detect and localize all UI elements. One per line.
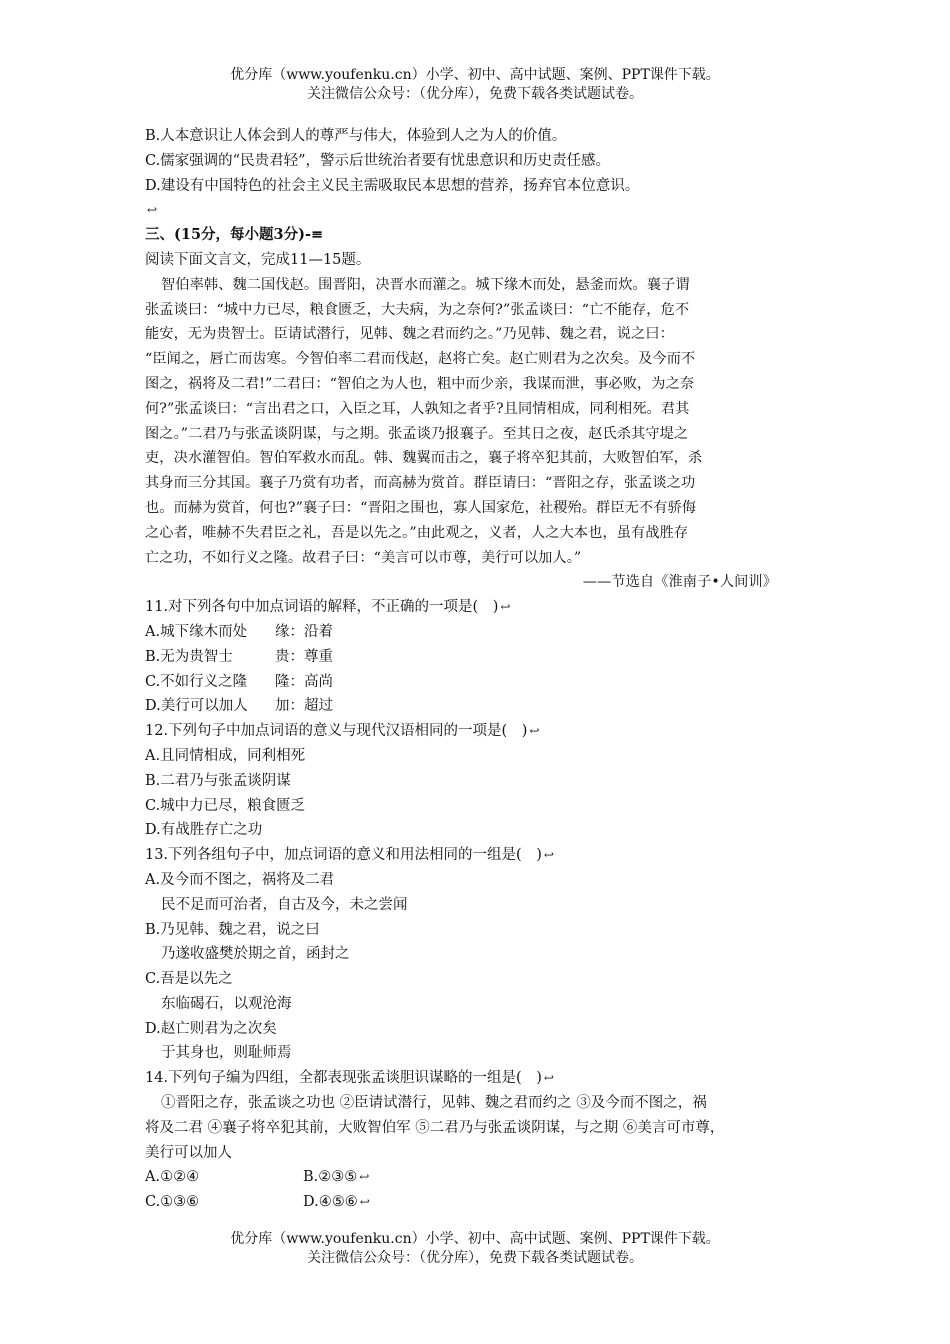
q12-option-b[interactable]: B.二君乃与张孟谈阴谋 <box>145 772 291 789</box>
q13-option-c-pair: 东临碣石，以观沧海 <box>161 995 292 1012</box>
question-14 <box>145 1066 817 1215</box>
header-line-2: 关注微信公众号：（优分库），免费下载各类试题试卷。 <box>307 86 643 102</box>
q11-stem: 11.对下列各句中加点词语的解释，不正确的一项是( ) <box>145 599 499 616</box>
footer-line-2: 关注微信公众号：（优分库），免费下载各类试题试卷。 <box>307 1250 643 1266</box>
q11-option-b[interactable]: B.无为贵智士 贵：尊重 <box>145 648 333 665</box>
prev-option-d: D.建设有中国特色的社会主义民主需吸取民本思想的营养，扬弃官本位意识。 <box>145 177 640 194</box>
return-mark-icon: ↩ <box>359 1170 370 1185</box>
header-line-1: 优分库（www.youfenku.cn）小学、初中、高中试题、案例、PPT课件下载。 <box>230 67 720 83</box>
q14-options-row-2 <box>145 1190 817 1215</box>
passage-line: 其身而三分其国。襄子乃赏有功者，而高赫为赏首。群臣请曰：“晋阳之存，张孟谈之功 <box>145 475 696 492</box>
q13-option-b-pair: 乃遂收盛樊於期之首，函封之 <box>161 946 350 963</box>
q14-options-row-1 <box>145 1165 817 1190</box>
q14-body: 将及二君 ④襄子将卒犯其前，大败智伯军 ⑤二君乃与张孟谈阴谋，与之期 ⑥美言可市尊， <box>145 1119 725 1136</box>
prev-option-b: B.人本意识让人体会到人的尊严与伟大，体验到人之为人的价值。 <box>145 128 567 144</box>
return-mark-icon: ↩ <box>529 724 540 739</box>
prev-option-c: C.儒家强调的“民贵君轻”，警示后世统治者要有忧患意识和历史责任感。 <box>145 152 611 169</box>
passage-line: 之心者，唯赫不失君臣之礼，吾是以先之。”由此观之，义者，人之大本也，虽有战胜存 <box>145 524 689 541</box>
q12-option-a[interactable]: A.且同情相成，同利相死 <box>145 747 306 764</box>
q14-option-b[interactable]: B.②③⑤ <box>303 1169 358 1186</box>
question-13 <box>145 843 817 1066</box>
footer-line-1: 优分库（www.youfenku.cn）小学、初中、高中试题、案例、PPT课件下载。 <box>230 1231 720 1247</box>
return-mark-icon: ↩ <box>147 203 158 218</box>
q12-option-c[interactable]: C.城中力已尽，粮食匮乏 <box>145 797 306 814</box>
q14-body: 美行可以加人 <box>145 1144 232 1161</box>
passage-line: 吏，决水灌智伯。智伯军救水而乱。韩、魏翼而击之，襄子将卒犯其前，大败智伯军，杀 <box>145 450 703 467</box>
question-11 <box>145 595 817 719</box>
q13-option-a[interactable]: A.及今而不图之，祸将及二君 <box>145 871 335 888</box>
q11-option-a[interactable]: A.城下缘木而处 缘：沿着 <box>145 623 333 640</box>
document-body <box>145 124 817 1215</box>
section-instruction: 阅读下面文言文，完成11—15题。 <box>145 251 371 268</box>
section-title: 三、(15分，每小题3分)-≡ <box>145 226 324 244</box>
question-12 <box>145 719 817 843</box>
q13-option-a-pair: 民不足而可治者，自古及今，未之尝闻 <box>161 896 408 913</box>
passage-line: 图之，祸将及二君!”二君曰：“智伯之为人也，粗中而少亲，我谋而泄，事必败，为之奈 <box>145 375 695 392</box>
q13-option-c[interactable]: C.吾是以先之 <box>145 971 233 988</box>
passage-line: 智伯率韩、魏二国伐赵。围晋阳，决晋水而灌之。城下缘木而处，悬釜而炊。襄子谓 <box>161 276 690 293</box>
q13-option-b[interactable]: B.乃见韩、魏之君，说之曰 <box>145 921 320 938</box>
q12-stem: 12.下列句子中加点词语的意义与现代汉语相同的一项是( ) <box>145 723 528 740</box>
q14-option-a[interactable]: A.①②④ <box>145 1169 200 1186</box>
q13-option-d-pair: 于其身也，则耻师焉 <box>161 1045 292 1062</box>
passage-line: 张孟谈曰：“城中力已尽，粮食匮乏，大夫病，为之奈何?”张孟谈曰：“亡不能存，危不 <box>145 301 690 318</box>
q14-option-d[interactable]: D.④⑤⑥ <box>303 1194 358 1211</box>
return-mark-icon: ↩ <box>500 600 511 615</box>
passage-line: 亡之功，不如行义之隆。故君子曰：“美言可以市尊，美行可以加人。” <box>145 549 582 566</box>
passage-line: 也。而赫为赏首，何也?”襄子曰：“晋阳之围也，寡人国家危，社稷殆。群臣无不有骄侮 <box>145 499 697 516</box>
q11-option-d[interactable]: D.美行可以加人 加：超过 <box>145 698 333 715</box>
passage-source: ——节选自《淮南子•人间训》 <box>582 574 777 591</box>
q14-body: ①晋阳之存，张孟谈之功也 ②臣请试潜行，见韩、魏之君而约之 ③及今而不图之，祸 <box>161 1095 707 1112</box>
passage-line: “臣闻之，唇亡而齿寒。今智伯率二君而伐赵，赵将亡矣。赵亡则君为之次矣。及今而不 <box>145 351 696 368</box>
return-mark-icon: ↩ <box>543 1071 554 1086</box>
q13-stem: 13.下列各组句子中，加点词语的意义和用法相同的一组是( ) <box>145 847 542 864</box>
return-mark-icon: ↩ <box>359 1195 370 1210</box>
q12-option-d[interactable]: D.有战胜存亡之功 <box>145 822 263 839</box>
passage-line: 何?”张孟谈曰：“言出君之口，入臣之耳，人孰知之者乎?且同情相成，同利相死。君其 <box>145 400 690 417</box>
return-mark-icon: ↩ <box>543 848 554 863</box>
page-header <box>0 66 950 104</box>
q14-stem: 14.下列句子编为四组，全都表现张孟谈胆识谋略的一组是( ) <box>145 1070 542 1087</box>
q13-option-d[interactable]: D.赵亡则君为之次矣 <box>145 1020 277 1037</box>
classical-passage <box>145 273 817 595</box>
passage-line: 图之。”二君乃与张孟谈阴谋，与之期。张孟谈乃报襄子。至其日之夜，赵氏杀其守堤之 <box>145 425 689 442</box>
page-footer <box>0 1230 950 1268</box>
passage-line: 能安，无为贵智士。臣请试潜行，见韩、魏之君而约之。”乃见韩、魏之君，说之曰： <box>145 326 674 343</box>
q14-option-c[interactable]: C.①③⑥ <box>145 1194 200 1211</box>
q11-option-c[interactable]: C.不如行义之隆 隆：高尚 <box>145 673 333 690</box>
